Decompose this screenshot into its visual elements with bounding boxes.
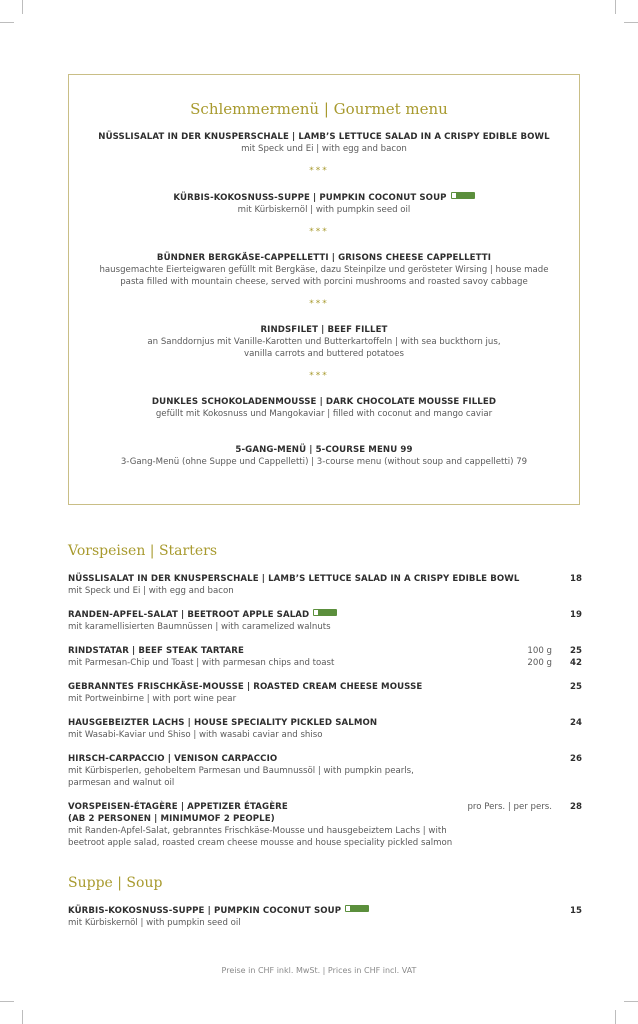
gourmet-menu-title: Schlemmermenü | Gourmet menu xyxy=(190,100,448,118)
dish-name: RINDSFILET | BEEF FILLET xyxy=(260,325,388,335)
dish-description: mit Wasabi-Kaviar und Shiso | with wasabi caviar and shiso xyxy=(68,730,323,740)
dish-name: GEBRANNTES FRISCHKÄSE-MOUSSE | ROASTED CREAM CHEESE MOUSSE xyxy=(68,682,423,692)
course-separator: *** xyxy=(309,371,329,381)
dish-description: mit Kürbiskernöl | with pumpkin seed oil xyxy=(68,918,241,928)
dish-description: parmesan and walnut oil xyxy=(68,778,175,788)
crop-mark xyxy=(624,22,638,23)
dish-description: mit Portweinbirne | with port wine pear xyxy=(68,694,237,704)
dish-name: 5-GANG-MENÜ | 5-COURSE MENU 99 xyxy=(235,445,413,455)
dish-name: (AB 2 PERSONEN | MINIMUMOF 2 PEOPLE) xyxy=(68,814,275,824)
dish-name: RANDEN-APFEL-SALAT | BEETROOT APPLE SALAD xyxy=(68,610,310,620)
crop-mark xyxy=(0,22,14,23)
gourmet-course xyxy=(68,396,580,420)
gourmet-course xyxy=(68,252,580,288)
dish-price: 24 xyxy=(570,718,582,728)
menu-item xyxy=(68,801,582,849)
dish-description: mit karamellisierten Baumnüssen | with caramelized walnuts xyxy=(68,622,331,632)
price-footnote: Preise in CHF inkl. MwSt. | Prices in CHF incl. VAT xyxy=(221,966,417,975)
crop-mark xyxy=(615,0,616,14)
gourmet-course xyxy=(68,324,580,360)
dish-name: NÜSSLISALAT IN DER KNUSPERSCHALE | LAMB’S LETTUCE SALAD IN A CRISPY EDIBLE BOWL xyxy=(68,574,520,584)
dish-price: 15 xyxy=(570,906,582,916)
vegan-badge-icon xyxy=(451,192,475,199)
dish-price: 42 xyxy=(570,658,582,668)
dish-price: 25 xyxy=(570,682,582,692)
dish-name: NÜSSLISALAT IN DER KNUSPERSCHALE | LAMB’S LETTUCE SALAD IN A CRISPY EDIBLE BOWL xyxy=(98,132,550,142)
section-title-soup: Suppe | Soup xyxy=(68,875,163,891)
dish-description: beetroot apple salad, roasted cream cheese mousse and house speciality pickled salmon xyxy=(68,838,453,848)
dish-description: mit Speck und Ei | with egg and bacon xyxy=(241,144,407,154)
portion-size: 200 g xyxy=(527,658,552,668)
dish-name: VORSPEISEN-ÉTAGÈRE | APPETIZER ÉTAGÈRE xyxy=(68,802,288,812)
dish-name: DUNKLES SCHOKOLADENMOUSSE | DARK CHOCOLATE MOUSSE FILLED xyxy=(151,397,497,407)
dish-price: 25 xyxy=(570,646,582,656)
menu-item xyxy=(68,717,582,741)
dish-description: mit Parmesan-Chip und Toast | with parmesan chips and toast xyxy=(68,658,335,668)
dish-description: mit Kürbiskernöl | with pumpkin seed oil xyxy=(237,205,411,215)
dish-description: mit Speck und Ei | with egg and bacon xyxy=(68,586,234,596)
course-separator: *** xyxy=(309,227,329,237)
portion-size: pro Pers. | per pers. xyxy=(467,802,552,812)
dish-description: 3-Gang-Menü (ohne Suppe und Cappelletti) | 3-course menu (without soup and cappelletti) 79 xyxy=(120,457,528,467)
dish-description: mit Kürbisperlen, gehobeltem Parmesan und Baumnussöl | with pumpkin pearls, xyxy=(68,766,414,776)
menu-item xyxy=(68,753,582,789)
course-separator: *** xyxy=(309,299,329,309)
dish-name: RINDSTATAR | BEEF STEAK TARTARE xyxy=(68,646,244,656)
dish-price: 19 xyxy=(570,610,582,620)
dish-name: BÜNDNER BERGKÄSE-CAPPELLETTI | GRISONS CHEESE CAPPELLETTI xyxy=(156,253,492,263)
crop-mark xyxy=(615,1010,616,1024)
crop-mark xyxy=(22,1010,23,1024)
menu-item xyxy=(68,681,582,705)
dish-description: an Sanddornjus mit Vanille-Karotten und Butterkartoffeln | with sea buckthorn jus, xyxy=(147,337,501,347)
crop-mark xyxy=(0,1001,14,1002)
crop-mark xyxy=(624,1001,638,1002)
course-separator: *** xyxy=(309,166,329,176)
dish-description: gefüllt mit Kokosnuss und Mangokaviar | filled with coconut and mango caviar xyxy=(155,409,493,419)
dish-name: HIRSCH-CARPACCIO | VENISON CARPACCIO xyxy=(68,754,278,764)
dish-description: mit Randen-Apfel-Salat, gebranntes Frischkäse-Mousse und hausgebeiztem Lachs | with xyxy=(68,826,447,836)
menu-item xyxy=(68,645,582,669)
portion-size: 100 g xyxy=(527,646,552,656)
dish-price: 28 xyxy=(570,802,582,812)
vegan-badge-icon xyxy=(345,905,369,912)
dish-name: KÜRBIS-KOKOSNUSS-SUPPE | PUMPKIN COCONUT SOUP xyxy=(173,193,447,203)
section-title-starters: Vorspeisen | Starters xyxy=(68,543,218,559)
gourmet-price-note xyxy=(68,444,580,468)
dish-name: KÜRBIS-KOKOSNUSS-SUPPE | PUMPKIN COCONUT SOUP xyxy=(68,906,342,916)
menu-item xyxy=(68,573,582,597)
dish-name: HAUSGEBEIZTER LACHS | HOUSE SPECIALITY PICKLED SALMON xyxy=(68,718,378,728)
dish-description: hausgemachte Eierteigwaren gefüllt mit Bergkäse, dazu Steinpilze und gerösteter Wirsing | house made xyxy=(99,265,549,275)
gourmet-course xyxy=(68,131,580,155)
crop-mark xyxy=(22,0,23,14)
menu-item xyxy=(68,905,582,929)
dish-price: 26 xyxy=(570,754,582,764)
vegan-badge-icon xyxy=(313,609,337,616)
dish-price: 18 xyxy=(570,574,582,584)
dish-description: pasta filled with mountain cheese, served with porcini mushrooms and roasted savoy cabbage xyxy=(120,277,528,287)
menu-item xyxy=(68,609,582,633)
dish-description: vanilla carrots and buttered potatoes xyxy=(244,349,404,359)
gourmet-course xyxy=(68,192,580,216)
